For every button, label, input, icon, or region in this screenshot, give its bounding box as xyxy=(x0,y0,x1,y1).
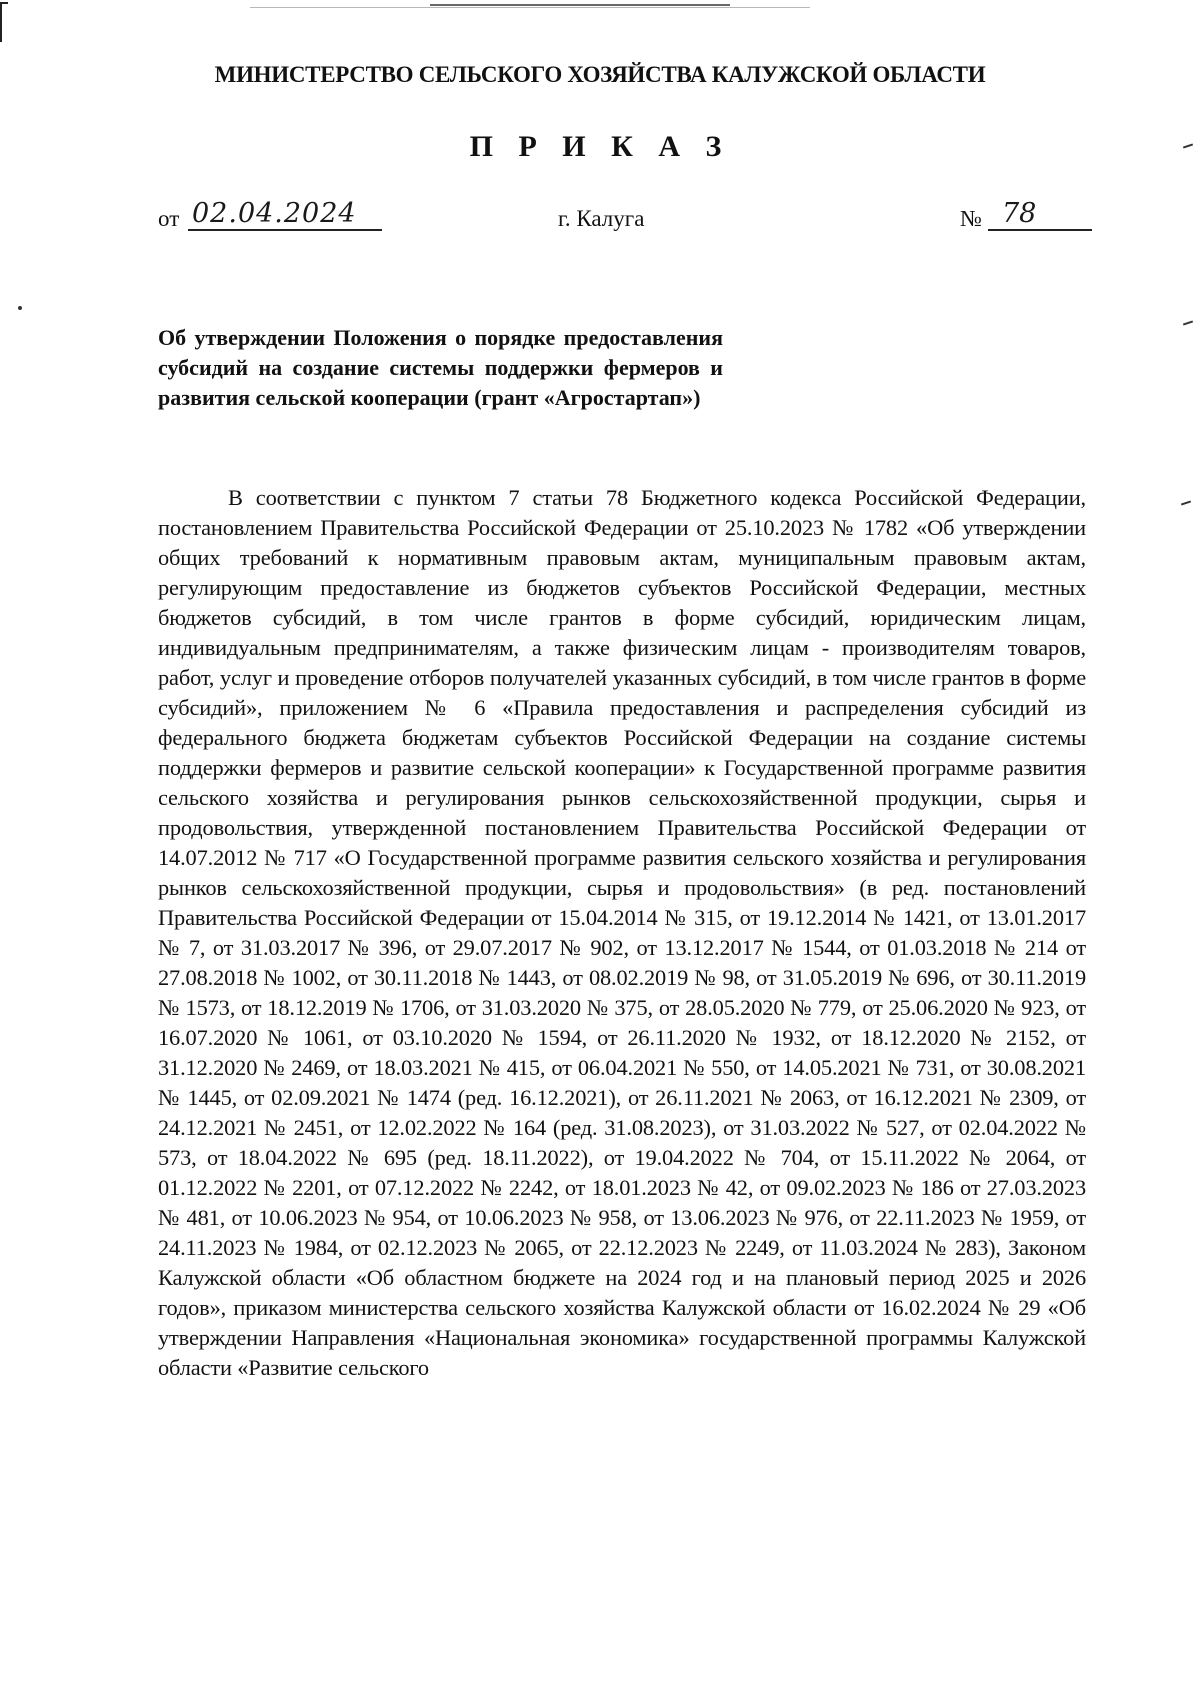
city-name: г. Калуга xyxy=(558,206,645,231)
scan-artifact-corner xyxy=(0,2,8,42)
date-value-handwritten: 02.04.2024 xyxy=(188,198,382,231)
document-body-paragraph: В соответствии с пунктом 7 статьи 78 Бюджетного кодекса Российской Федерации, постановлением Правительства Российской Федерации от 25.10.2023 № 1782 «Об утверждении общих требований к нормативным правовым актам, муниципальным правовым актам, регулирующим предоставление из бюджетов субъектов Российской Федерации, местных бюджетов субсидий, в том числе грантов в форме субсидий, юридическим лицам, индивидуальным предпринимателям, а также физическим лицам - производителям товаров, работ, услуг и проведение отборов получателей указанных субсидий, в том числе грантов в форме субсидий», приложением № 6 «Правила предоставления и распределения субсидий из федерального бюджета бюджетам субъектов Российской Федерации на создание системы поддержки фермеров и развитие сельской кооперации» к Государственной программе развития сельского хозяйства и регулирования рынков сельскохозяйственной продукции, сырья и продовольствия, утвержденной постановлением Правительства Российской Федерации от 14.07.2012 № 717 «О Государственной программе развития сельского хозяйства и регулирования рынков сельскохозяйственной продукции, сырья и продовольствия» (в ред. постановлений Правительства Российской Федерации от 15.04.2014 № 315, от 19.12.2014 № 1421, от 13.01.2017 № 7, от 31.03.2017 № 396, от 29.07.2017 № 902, от 13.12.2017 № 1544, от 01.03.2018 № 214 от 27.08.2018 № 1002, от 30.11.2018 № 1443, от 08.02.2019 № 98, от 31.05.2019 № 696, от 30.11.2019 № 1573, от 18.12.2019 № 1706, от 31.03.2020 № 375, от 28.05.2020 № 779, от 25.06.2020 № 923, от 16.07.2020 № 1061, от 03.10.2020 № 1594, от 26.11.2020 № 1932, от 18.12.2020 № 2152, от 31.12.2020 № 2469, от 18.03.2021 № 415, от 06.04.2021 № 550, от 14.05.2021 № 731, от 30.08.2021 № 1445, от 02.09.2021 № 1474 (ред. 16.12.2021), от 26.11.2021 № 2063, от 16.12.2021 № 2309, от 24.12.2021 № 2451, от 12.02.2022 № 164 (ред. 31.08.2023), от 31.03.2022 № 527, от 02.04.2022 № 573, от 18.04.2022 № 695 (ред. 18.11.2022), от 19.04.2022 № 704, от 15.11.2022 № 2064, от 01.12.2022 № 2201, от 07.12.2022 № 2242, от 18.01.2023 № 42, от 09.02.2023 № 186 от 27.03.2023 № 481, от 10.06.2023 № 954, от 10.06.2023 № 958, от 13.06.2023 № 976, от 22.11.2023 № 1959, от 24.11.2023 № 1984, от 02.12.2023 № 2065, от 22.12.2023 № 2249, от 11.03.2024 № 283), Законом Калужской области «Об областном бюджете на 2024 год и на плановый период 2025 и 2026 годов», приказом министерства сельского хозяйства Калужской области от 16.02.2024 № 29 «Об утверждении Направления «Национальная экономика» государственной программы Калужской области «Развитие сельского xyxy=(158,485,1086,1380)
document-subject: Об утверждении Положения о порядке предоставления субсидий на создание системы поддержки фермеров и развития сельской кооперации (грант «Агростартап») xyxy=(158,325,723,410)
document-meta-row xyxy=(158,200,1078,240)
document-type-title: П Р И К А З xyxy=(469,130,731,163)
scan-artifact-line xyxy=(430,4,730,6)
number-prefix: № xyxy=(960,206,982,231)
scan-artifact-mark xyxy=(1183,321,1193,326)
scan-artifact-dot xyxy=(18,306,22,310)
ministry-name: МИНИСТЕРСТВО СЕЛЬСКОГО ХОЗЯЙСТВА КАЛУЖСКОЙ ОБЛАСТИ xyxy=(214,62,986,87)
scan-artifact-mark xyxy=(1181,501,1191,506)
number-value-handwritten: 78 xyxy=(988,198,1092,231)
date-prefix: от xyxy=(158,206,180,231)
scan-artifact-line xyxy=(250,7,810,8)
